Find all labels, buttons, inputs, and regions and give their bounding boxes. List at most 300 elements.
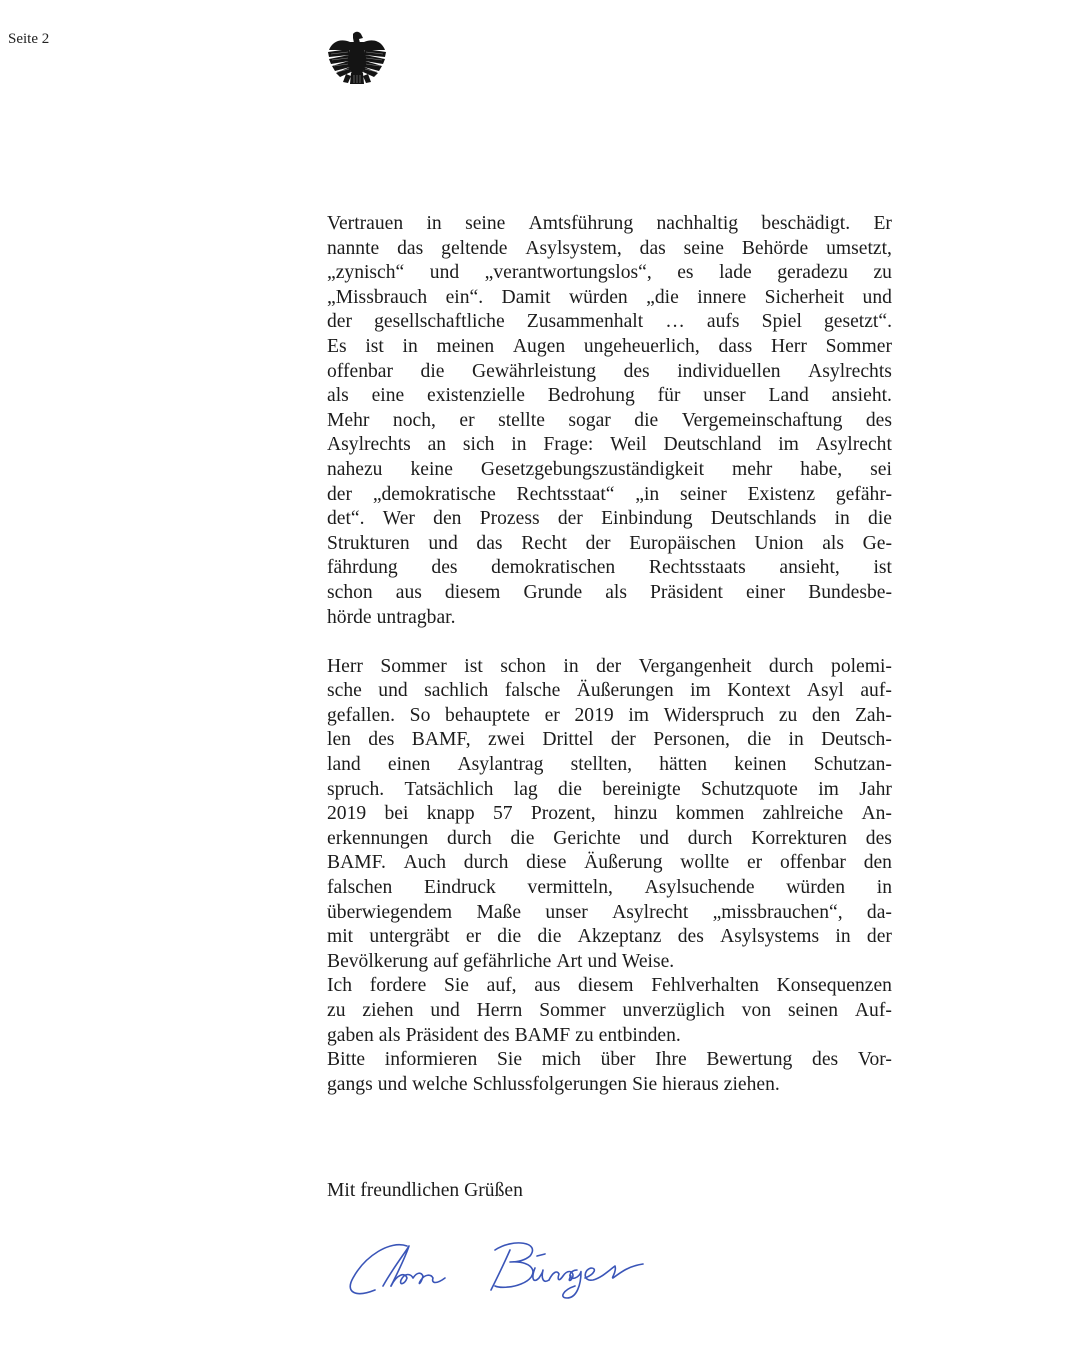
text-line <box>327 556 892 581</box>
word: aufs <box>706 311 740 333</box>
word: zu <box>873 262 892 284</box>
word: mehr <box>732 458 773 480</box>
word: Akzeptanz <box>577 926 662 948</box>
word: in <box>511 434 527 456</box>
word: würden <box>568 286 628 308</box>
word: Es <box>327 335 347 357</box>
word: ansieht. <box>831 385 892 407</box>
word: zu <box>778 704 798 726</box>
word: untergräbt <box>369 926 450 948</box>
word: er <box>465 926 482 948</box>
word: knapp <box>426 803 475 825</box>
word: untragbar. <box>376 606 456 628</box>
text-line <box>327 237 892 262</box>
word: sachlich <box>424 680 489 702</box>
word: Sommer <box>539 1000 606 1021</box>
word: individuellen <box>677 360 781 382</box>
word: an <box>427 434 447 456</box>
word: Korrekturen <box>751 827 847 849</box>
word: der <box>557 508 583 530</box>
text-line <box>327 1073 892 1098</box>
word: gefähr- <box>835 483 892 505</box>
word: Art <box>556 950 583 972</box>
word: unverzüglich <box>622 1000 725 1021</box>
word: beschädigt. <box>761 213 851 234</box>
text-line <box>327 433 892 458</box>
word: Gerichte <box>553 827 621 849</box>
word: Asyl <box>806 680 844 702</box>
word: in <box>563 655 579 677</box>
word: „die <box>646 286 679 308</box>
closing-salutation: Mit freundlichen Grüßen <box>327 1180 523 1201</box>
word: Rechtsstaats <box>648 557 746 579</box>
word: den <box>863 852 892 874</box>
word: Deutsch- <box>821 729 892 751</box>
word: Eindruck <box>423 877 496 899</box>
text-line <box>327 876 892 901</box>
text-line <box>327 999 892 1024</box>
word: vermitteln, <box>527 877 613 899</box>
word: die <box>420 360 445 382</box>
word: Maße <box>476 901 522 923</box>
word: Schutzquote <box>701 778 798 800</box>
word: als <box>605 581 627 603</box>
word: Äußerungen <box>576 680 674 702</box>
word: Asylrechts <box>808 360 892 382</box>
word: Bewertung <box>706 1049 793 1071</box>
word: es <box>677 262 694 284</box>
word: Konsequenzen <box>776 975 892 997</box>
word: gaben <box>327 1024 374 1046</box>
word: ist <box>873 557 892 579</box>
word: aus <box>395 581 422 603</box>
page-number-label: Seite 2 <box>8 31 50 47</box>
word: das <box>397 237 424 259</box>
word: Existenz <box>747 483 816 505</box>
word: mit <box>327 926 354 948</box>
text-line <box>327 753 892 778</box>
word: durch <box>447 827 492 849</box>
text-line <box>327 655 892 680</box>
word: als <box>822 532 844 554</box>
word: wollte <box>680 852 730 874</box>
text-line <box>327 409 892 434</box>
word: des <box>623 360 650 382</box>
word: der <box>596 655 622 677</box>
word: die <box>634 409 659 431</box>
word: ziehen. <box>723 1073 780 1095</box>
word: des <box>812 1049 839 1071</box>
word: unser <box>545 901 588 923</box>
word: „in <box>635 483 660 505</box>
word: „missbrauchen“, <box>712 901 843 923</box>
word: schon <box>500 655 546 677</box>
word: BAMF <box>514 1024 571 1046</box>
word: zu <box>327 1000 346 1021</box>
word: Herr <box>327 655 363 677</box>
word: diese <box>526 852 567 874</box>
word: Bedrohung <box>547 385 635 407</box>
word: Sicherheit <box>764 286 845 308</box>
word: des <box>483 1024 510 1046</box>
word: zu <box>575 1024 594 1046</box>
word: die <box>747 729 772 751</box>
word: Asylantrag <box>457 754 544 776</box>
word: ein“. <box>445 286 484 308</box>
text-line <box>327 360 892 385</box>
word: Wer <box>382 508 415 530</box>
word: seinen <box>787 1000 839 1021</box>
word: in <box>788 729 804 751</box>
word: gefallen. <box>327 704 395 726</box>
word: des <box>431 557 458 579</box>
word: Asylrecht <box>815 434 892 456</box>
word: Asylsystems <box>720 926 820 948</box>
word: gefährliche <box>463 950 552 972</box>
word: habe, <box>800 458 843 480</box>
text-line <box>327 901 892 926</box>
text-line <box>327 1024 892 1049</box>
word: hörde <box>327 606 372 628</box>
text-line <box>327 286 892 311</box>
word: stellte <box>498 409 545 431</box>
word: und <box>378 680 408 702</box>
word: diesem <box>444 581 501 603</box>
word: Grunde <box>523 581 583 603</box>
word: ansieht, <box>779 557 840 579</box>
word: „demokratische <box>372 483 496 505</box>
word: Schlussfolgerungen <box>472 1073 628 1095</box>
word: sei <box>870 458 892 480</box>
word: des <box>865 409 892 431</box>
word: das <box>476 532 503 554</box>
word: So <box>409 704 431 726</box>
word: existenzielle <box>427 385 525 407</box>
word: die <box>558 778 582 800</box>
word: Ge- <box>862 532 892 554</box>
word: über <box>600 1049 636 1071</box>
word: in <box>402 335 418 357</box>
word: Herrn <box>476 1000 523 1021</box>
text-line <box>327 335 892 360</box>
word: der <box>585 532 611 554</box>
handwritten-signature <box>345 1228 685 1308</box>
word: aus <box>534 975 561 997</box>
word: einen <box>387 754 431 776</box>
text-line <box>327 310 892 335</box>
word: dass <box>718 335 753 357</box>
word: Rechtsstaat“ <box>516 483 615 505</box>
text-line <box>327 679 892 704</box>
word: Vertrauen <box>327 213 404 234</box>
word: im <box>818 778 839 800</box>
word: falschen <box>327 877 393 899</box>
word: überwiegendem <box>327 901 453 923</box>
word: nachhaltig <box>656 213 739 234</box>
word: Tatsächlich <box>404 778 494 800</box>
word: diesem <box>578 975 634 997</box>
word: Sie <box>496 1049 523 1071</box>
word: Sie <box>632 1073 658 1095</box>
word: und <box>862 286 892 308</box>
word: „zynisch“ <box>327 262 405 284</box>
word: fordere <box>369 975 427 997</box>
text-line <box>327 507 892 532</box>
word: im <box>628 704 650 726</box>
word: polemi- <box>831 655 892 677</box>
word: Weise. <box>621 950 675 972</box>
word: BAMF, <box>411 729 471 751</box>
word: da- <box>866 901 892 923</box>
word: Sommer <box>380 655 447 677</box>
word: spruch. <box>327 778 385 800</box>
word: der <box>327 483 353 505</box>
word: Europäischen <box>629 532 736 554</box>
word: und <box>639 827 669 849</box>
word: als <box>378 1024 401 1046</box>
text-line <box>327 581 892 606</box>
word: Bundesbe- <box>808 581 892 603</box>
word: gesetzt“. <box>823 311 892 333</box>
word: Land <box>768 385 809 407</box>
word: nahezu <box>327 458 383 480</box>
text-line <box>327 950 892 975</box>
word: in <box>426 213 442 234</box>
word: Spiel <box>761 311 802 333</box>
word: schon <box>327 581 373 603</box>
word: Personen, <box>653 729 730 751</box>
word: einer <box>745 581 786 603</box>
word: Präsident <box>650 581 723 603</box>
word: informieren <box>384 1049 478 1071</box>
word: der <box>327 311 353 333</box>
word: seiner <box>679 483 727 505</box>
word: des <box>677 926 704 948</box>
word: im <box>690 680 711 702</box>
word: bereinigte <box>602 778 681 800</box>
text-line <box>327 1048 892 1073</box>
word: Äußerung <box>584 852 663 874</box>
word: Präsident <box>405 1024 479 1046</box>
word: BAMF. <box>327 852 386 874</box>
paragraph-2 <box>327 655 892 1098</box>
word: hieraus <box>662 1073 719 1095</box>
text-line <box>327 728 892 753</box>
text-line <box>327 532 892 557</box>
word: Asylsuchende <box>644 877 755 899</box>
word: innere <box>697 286 747 308</box>
word: mich <box>541 1049 581 1071</box>
word: durch <box>463 852 509 874</box>
word: 2019 <box>574 704 614 726</box>
word: entbinden. <box>598 1024 681 1046</box>
word: Sommer <box>825 335 892 357</box>
word: das <box>639 237 666 259</box>
text-line <box>327 974 892 999</box>
word: Ihre <box>655 1049 687 1071</box>
word: Behörde <box>741 237 809 259</box>
word: ziehen <box>362 1000 414 1021</box>
word: lade <box>719 262 752 284</box>
word: Schutzan- <box>813 754 892 776</box>
word: unser <box>703 385 746 407</box>
word: Auch <box>403 852 447 874</box>
word: Kontext <box>727 680 791 702</box>
word: die <box>868 508 892 530</box>
word: durch <box>768 655 814 677</box>
word: Union <box>754 532 804 554</box>
word: ist <box>464 655 483 677</box>
word: Amtsführung <box>528 213 634 234</box>
word: Drittel <box>542 729 594 751</box>
word: keinen <box>734 754 787 776</box>
word: und <box>428 532 458 554</box>
word: offenbar <box>327 360 394 382</box>
word: „verantwortungslos“, <box>484 262 652 284</box>
word: durch <box>687 827 733 849</box>
text-line <box>327 827 892 852</box>
paragraph-1 <box>327 212 892 630</box>
word: sich <box>462 434 495 456</box>
word: ist <box>365 335 384 357</box>
word: land <box>327 754 361 776</box>
word: Gewährleistung <box>471 360 597 382</box>
word: Jahr <box>859 778 892 800</box>
word: Deutschland <box>663 434 762 456</box>
word: der <box>866 926 892 948</box>
word: len <box>327 729 351 751</box>
word: Vergemeinschaftung <box>681 409 843 431</box>
word: Widerspruch <box>663 704 765 726</box>
word: erkennungen <box>327 827 429 849</box>
word: Prozess <box>479 508 540 530</box>
word: Vergangenheit <box>638 655 752 677</box>
word: Vor- <box>857 1049 892 1071</box>
word: gangs <box>327 1073 373 1095</box>
word: die <box>497 926 522 948</box>
word: det“. <box>327 508 365 530</box>
word: Zusammenhalt <box>526 311 644 333</box>
word: stellten, <box>570 754 633 776</box>
word: ungeheuerlich, <box>583 335 700 357</box>
word: als <box>327 385 349 407</box>
word: Recht <box>521 532 567 554</box>
word: Sie <box>443 975 469 997</box>
word: behauptete <box>445 704 530 726</box>
word: Weil <box>610 434 647 456</box>
word: … <box>665 311 685 333</box>
word: Asylrechts <box>327 434 411 456</box>
word: Einbindung <box>601 508 693 530</box>
word: gesellschaftliche <box>374 311 505 333</box>
text-line <box>327 261 892 286</box>
word: demokratischen <box>491 557 616 579</box>
text-line <box>327 851 892 876</box>
text-line <box>327 458 892 483</box>
word: fährdung <box>327 557 398 579</box>
word: Prozent, <box>530 803 596 825</box>
word: im <box>778 434 799 456</box>
word: umsetzt, <box>826 237 892 259</box>
word: Asylsystem, <box>525 237 622 259</box>
word: meinen <box>436 335 495 357</box>
text-line <box>327 483 892 508</box>
word: kommen <box>675 803 745 825</box>
word: er <box>459 409 475 431</box>
word: Augen <box>512 335 566 357</box>
word: auf, <box>486 975 517 997</box>
word: geradezu <box>777 262 848 284</box>
word: offenbar <box>779 852 846 874</box>
word: zwei <box>487 729 525 751</box>
word: zahlreiche <box>762 803 844 825</box>
word: welche <box>412 1073 468 1095</box>
text-line <box>327 802 892 827</box>
word: 57 <box>492 803 513 825</box>
word: „Missbrauch <box>327 286 428 308</box>
federal-eagle-emblem <box>326 30 386 88</box>
word: sogar <box>568 409 611 431</box>
word: von <box>741 1000 772 1021</box>
word: Auf- <box>854 1000 892 1021</box>
word: in <box>835 926 851 948</box>
text-line <box>327 212 892 237</box>
text-line <box>327 384 892 409</box>
word: eine <box>371 385 405 407</box>
word: Er <box>873 213 892 234</box>
word: nannte <box>327 237 380 259</box>
word: Gesetzgebungszuständigkeit <box>480 458 705 480</box>
word: Asylrecht <box>612 901 689 923</box>
word: Ich <box>327 975 353 997</box>
word: Fehlverhalten <box>651 975 759 997</box>
word: er <box>746 852 763 874</box>
word: in <box>834 508 850 530</box>
word: in <box>876 877 892 899</box>
word: die <box>510 827 535 849</box>
word: Herr <box>770 335 807 357</box>
word: Zah- <box>854 704 892 726</box>
word: und <box>430 1000 460 1021</box>
text-line <box>327 778 892 803</box>
word: geltende <box>441 237 508 259</box>
word: des <box>865 827 892 849</box>
word: des <box>368 729 395 751</box>
text-line <box>327 704 892 729</box>
word: würden <box>786 877 846 899</box>
word: bei <box>384 803 409 825</box>
word: An- <box>861 803 892 825</box>
word: sche <box>327 680 362 702</box>
word: auf <box>433 950 459 972</box>
word: Deutschlands <box>710 508 817 530</box>
text-line <box>327 925 892 950</box>
word: Strukturen <box>327 532 410 554</box>
word: und <box>429 262 460 284</box>
word: hätten <box>659 754 708 776</box>
word: lag <box>513 778 538 800</box>
word: hinzu <box>613 803 658 825</box>
letter-body <box>327 212 892 1097</box>
word: die <box>537 926 562 948</box>
word: keine <box>410 458 453 480</box>
word: seine <box>683 237 724 259</box>
word: Mehr <box>327 409 370 431</box>
word: und <box>587 950 617 972</box>
word: und <box>377 1073 408 1095</box>
word: Damit <box>501 286 551 308</box>
word: Bevölkerung <box>327 950 429 972</box>
